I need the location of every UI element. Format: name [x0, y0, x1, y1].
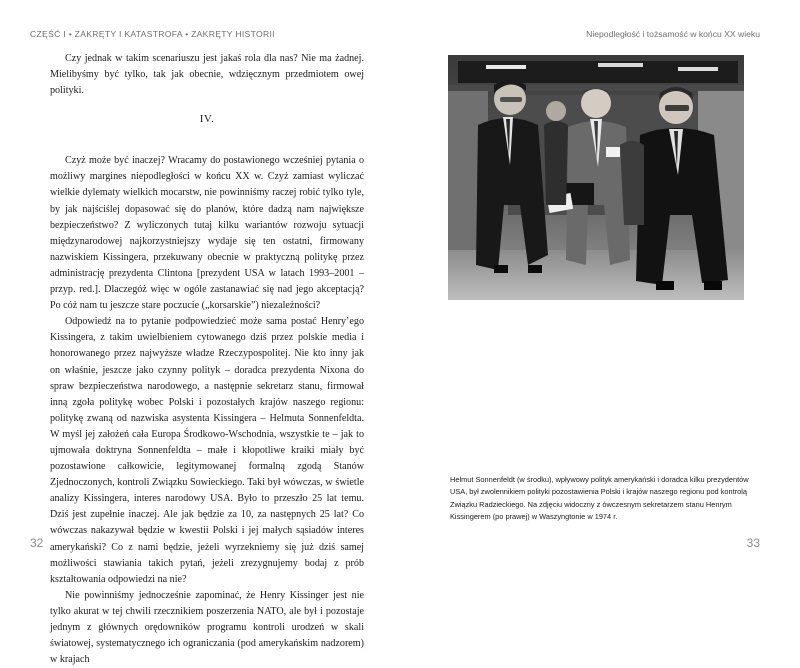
right-page [400, 0, 800, 569]
body-paragraph-1: Czyż może być inaczej? Wracamy do postawionego wcześniej pytania o możliwy margines niepodległości w końcu XX w. Czyż zamiast wyliczać wielkie dylematy wielkich mocarstw, nie powinniśmy raczej robić tylko tyle, by jak najściślej dopasować się do planów, które dadzą nam największe bezpieczeństwo? Z wyliczonych tutaj kilku wariantów rozwoju sytuacji międzynarodowej najkorzystniejszy wydaje się ten ostatni, firmowany nazwiskiem Kissingera, przekuwany obecnie w praktyczną politykę przez administrację prezydenta Clintona [prezydent USA w latach 1993–2001 – przyp. red.]. Dlaczegóż więc w ogóle zastanawiać się nad jego akceptacją? Po cóż nam tu jeszcze stare poczucie („korsarskie”) niezależności? [50, 155, 364, 312]
opening-paragraph: Czy jednak w takim scenariuszu jest jakaś rola dla nas? Nie ma żadnej. Mielibyśmy być tylko, tak jak obecnie, wdzięcznym przedmiotem owej polityki. [50, 53, 364, 97]
left-page [0, 0, 400, 666]
body-text [50, 51, 364, 668]
section-number: IV. [199, 113, 215, 126]
historical-photo [448, 55, 744, 300]
page-number-left: 32 [30, 536, 44, 550]
page-number-right: 33 [746, 536, 760, 550]
running-head-right: Niepodległość i tożsamość w końcu XX wieku [586, 29, 760, 39]
body-paragraph-3: Nie powinniśmy jednocześnie zapominać, że Henry Kissinger jest nie tylko akurat w tej chwili rzecznikiem poszerzenia NATO, ale był i pozostaje jednym z głównych orędowników programu kontroli urodzeń w skali światowej, systematycznego ich ograniczania (pod amerykańskim nadzorem) w krajach [50, 589, 364, 666]
photo-caption: Helmut Sonnenfeldt (w środku), wpływowy polityk amerykański i doradca kilku prezydentów USA, był zwolennikiem polityki pozostawienia Polski i krajów naszego regionu pod kontrolą Związku Radzieckiego. Na zdjęciu widoczny z ówczesnym sekretarzem stanu Henrym Kissingerem (po prawej) w Waszyngtonie w 1974 r. [450, 475, 749, 522]
running-head-left: CZĘŚĆ I • ZAKRĘTY I KATASTROFA • ZAKRĘTY HISTORII [30, 29, 275, 39]
body-paragraph-2: Odpowiedź na to pytanie podpowiedzieć może sama postać Henry’ego Kissingera, z takim uwielbieniem cytowanego dziś przez polskie media i honorowanego przez najwyższe władze Rzeczypospolitej. Nie kto inny jak on właśnie, jeszcze jako czynny polityk – doradca prezydenta Nixona do spraw bezpieczeństwa narodowego, a następnie sekretarz stanu, firmował inną zgoła politykę wobec Polski i pozostałych krajów naszego regionu: politykę zwaną od nazwiska asystenta Kissingera – Helmuta Sonnenfeldta. W myśl jej założeń cała Europa Środkowo-Wschodnia, wszystkie te – jak to ujmowała doktryna Sonnenfeldta – małe i kłopotliwe kraiki miały być pozostawione całkowicie, legitymowanej formalną zgodą Stanów Zjednoczonych, kontroli Związku Sowieckiego. Taki był wówczas, w świetle analizy Kissingera, interes narodowy USA. Było to przeszło 25 lat temu. Dziś jest zupełnie inaczej. Ale jak będzie za 10, za następnych 25 lat? Co wówczas nakazywał będzie w kwestii Polski i jej małych sąsiadów interes amerykański? Co z nami będzie, jeżeli wyrzekniemy się już dziś samej możliwości stawiania takich pytań, jeżeli zrezygnujemy bodaj z prób kształtowania odpowiedzi na nie? [50, 316, 364, 585]
